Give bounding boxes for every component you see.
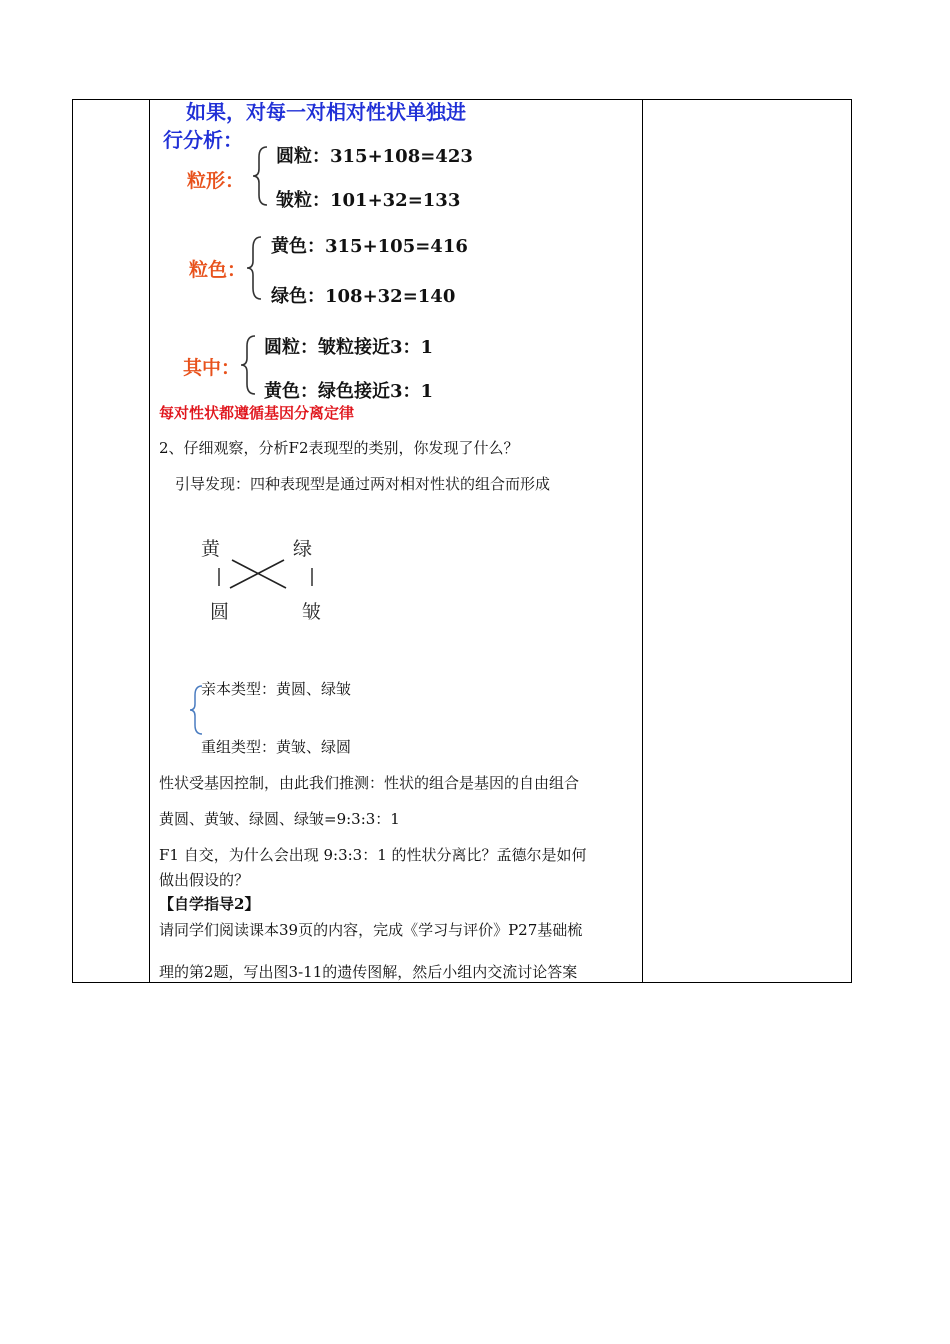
diagram-green: 绿 (293, 538, 313, 560)
self-study-title: 【自学指导2】 (159, 895, 260, 913)
phenotype-ratio: 黄圆、黄皱、绿圆、绿皱=9:3:3：1 (159, 810, 400, 828)
analysis-heading-line2: 行分析： (163, 128, 243, 152)
f1-question-line2: 做出假设的？ (159, 871, 250, 889)
f1-question-line1: F1 自交，为什么会出现 9:3:3：1 的性状分离比？孟德尔是如何 (159, 846, 587, 864)
analysis-heading-line1: 如果，对每一对相对性状单独进 (186, 100, 466, 124)
grain-color-brace-icon (246, 235, 264, 301)
among-brace-icon (240, 334, 258, 396)
shape-ratio-text: 圆粒：皱粒接近3：1 (264, 337, 434, 358)
segregation-law-statement: 每对性状都遵循基因分离定律 (159, 404, 355, 422)
grain-shape-label: 粒形： (187, 170, 245, 192)
table-right-column (643, 100, 851, 982)
grain-shape-brace-icon (252, 145, 270, 207)
round-grain-count: 圆粒：315+108=423 (276, 146, 473, 167)
among-label: 其中： (183, 357, 241, 379)
wrinkled-grain-count: 皱粒：101+32=133 (276, 190, 461, 211)
self-study-line2: 理的第2题，写出图3-11的遗传图解，然后小组内交流讨论答案 (159, 963, 578, 981)
diagram-wrinkled: 皱 (302, 601, 322, 623)
green-count: 绿色：108+32=140 (271, 286, 456, 307)
self-study-line1: 请同学们阅读课本39页的内容，完成《学习与评价》P27基础梳 (159, 921, 583, 939)
recombinant-types: 重组类型：黄皱、绿圆 (201, 738, 352, 756)
column-divider-left (149, 100, 150, 982)
table-left-column (73, 100, 149, 982)
grain-color-label: 粒色： (189, 259, 247, 281)
inference-text: 性状受基因控制，由此我们推测：性状的组合是基因的自由组合 (159, 774, 580, 792)
diagram-lines (200, 556, 330, 596)
diagram-yellow: 黄 (201, 538, 221, 560)
yellow-count: 黄色：315+105=416 (271, 236, 468, 257)
parental-types: 亲本类型：黄圆、绿皱 (201, 680, 352, 698)
diagram-round: 圆 (210, 601, 230, 623)
color-ratio-text: 黄色：绿色接近3：1 (264, 381, 434, 402)
guide-finding: 引导发现：四种表现型是通过两对相对性状的组合而形成 (175, 475, 551, 493)
question-2: 2、仔细观察，分析F2表现型的类别，你发现了什么？ (159, 439, 519, 457)
